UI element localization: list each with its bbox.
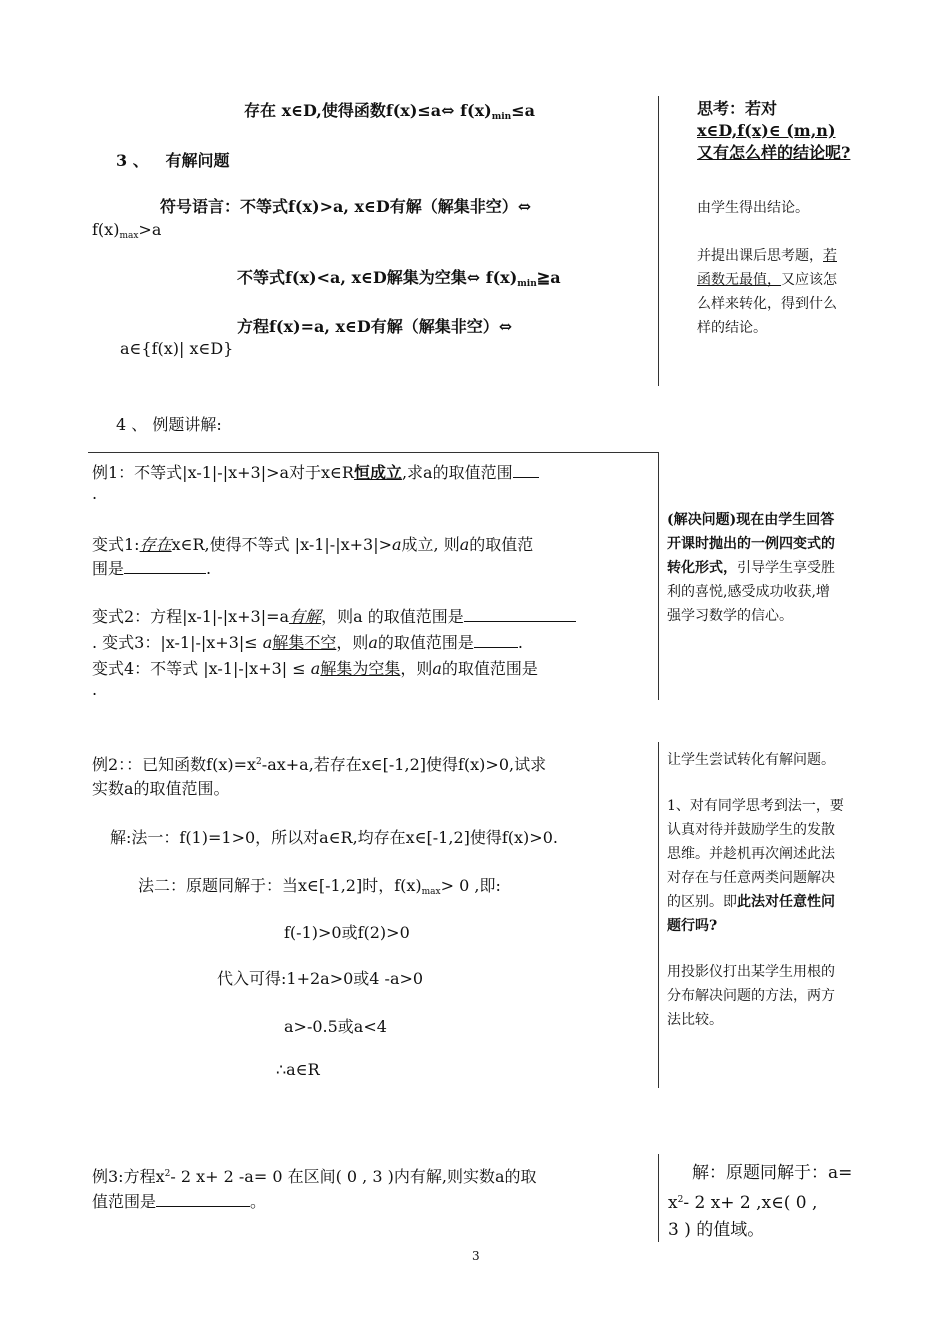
variant-2: 变式2：方程|x-1|-|x+3|=a有解，则a 的取值范围是 — [92, 604, 576, 627]
column-divider — [658, 96, 659, 386]
existence-statement: 存在 x∈D,使得函数f(x)≤a⇔ $f(x)_{min}\le a$ — [244, 101, 535, 122]
example-2-text-cont: 实数a的取值范围。 — [92, 779, 230, 798]
section-4-heading: 4 、 例题讲解: — [116, 415, 222, 434]
solution-step-3: a>-0.5或a<4 — [284, 1017, 387, 1036]
side-note-example-3: 解：原题同解于：a= $x^2-$ 2 x+ 2 ,x∈( 0 , 3 ) 的值域。 — [668, 1163, 853, 1240]
example-2-text: 例2：：已知函数$f(x)=x^2-ax+a$,若存在x∈[-1,2]使得f(x)>0,试求 — [92, 755, 547, 774]
variant-4-dot: . — [92, 680, 98, 699]
variant-1: 变式1:存在x∈R,使得不等式 |x-1|-|x+3|>a成立, 则a的取值范 — [92, 535, 534, 554]
solution-step-1: f(-1)>0或f(2)>0 — [284, 923, 410, 942]
page-number: 3 — [472, 1249, 480, 1263]
variant-4: 变式4：不等式 |x-1|-|x+3| ≤ a解集为空集，则a的取值范围是 — [92, 659, 538, 678]
column-divider — [658, 452, 659, 700]
example-3-blank: 值范围是 。 — [92, 1192, 267, 1211]
solution-conclusion: ∴a∈R — [276, 1060, 320, 1079]
side-note-homework: 并提出课后思考题，若 函数无最值，又应该怎 么样来转化，得到什么 样的结论。 — [697, 248, 837, 336]
column-divider — [658, 1154, 659, 1242]
solution-step-2: 代入可得:1+2a>0或4 -a>0 — [217, 969, 424, 988]
equation-result: a∈{f(x)| x∈D} — [120, 339, 234, 358]
empty-set-line: 不等式f(x)<a, x∈D解集为空集⇔ $f(x)_{min}≧a$ — [237, 268, 561, 289]
example-3-text: 例3:方程$x^2-$ 2 x+ 2 -a= 0 在区间( 0 , 3 )内有解,则实数a的取 — [92, 1167, 537, 1186]
example-1-text: 例1：不等式|x-1|-|x+3|>a对于x∈R恒成立,求a的取值范围 — [92, 460, 539, 483]
column-divider — [658, 742, 659, 1088]
side-note-example-1: (解决问题)现在由学生回答 开课时抛出的一例四变式的 转化形式，引导学生享受胜 利的喜悦,感受成功收获,增 强学习数学的信心。 — [667, 512, 835, 624]
variant-1-blank: 围是 . — [92, 559, 212, 578]
think-prompt: 思考：若对 x∈D,f(x)∈ (m,n) 又有怎么样的结论呢? — [697, 99, 851, 162]
section-3-heading: 3 、 有解问题 — [116, 151, 230, 170]
side-note-example-2: 让学生尝试转化有解问题。 1、对有同学思考到法一，要 认真对待并鼓励学生的发散 思维。并趁机再次阐述此法 对存在与任意两类问题解决 的区别。即此法对任意性问 题行吗? 用投影仪打出某学生用根的 分布解决问题的方法，两方 法比较。 — [667, 752, 844, 1028]
solution-method-1: 解:法一：f(1)=1>0，所以对a∈R,均存在x∈[-1,2]使得f(x)>0. — [110, 828, 558, 847]
symbol-language-result: $f(x)_{max}>a$ — [92, 220, 162, 241]
solution-method-2: 法二：原题同解于：当x∈[-1,2]时，$f(x)_{max}> 0$ ,即: — [138, 876, 501, 897]
variant-3: . 变式3：|x-1|-|x+3|≤ a解集不空，则a的取值范围是 . — [92, 633, 523, 652]
example-1-top-border — [88, 452, 658, 453]
equation-line: 方程f(x)=a, x∈D有解（解集非空）⇔ — [237, 317, 513, 336]
side-note-conclusion: 由学生得出结论。 — [697, 200, 809, 216]
symbol-language-line: 符号语言：不等式f(x)>a, x∈D有解（解集非空）⇔ — [160, 197, 532, 216]
example-1-dot: . — [92, 484, 98, 503]
